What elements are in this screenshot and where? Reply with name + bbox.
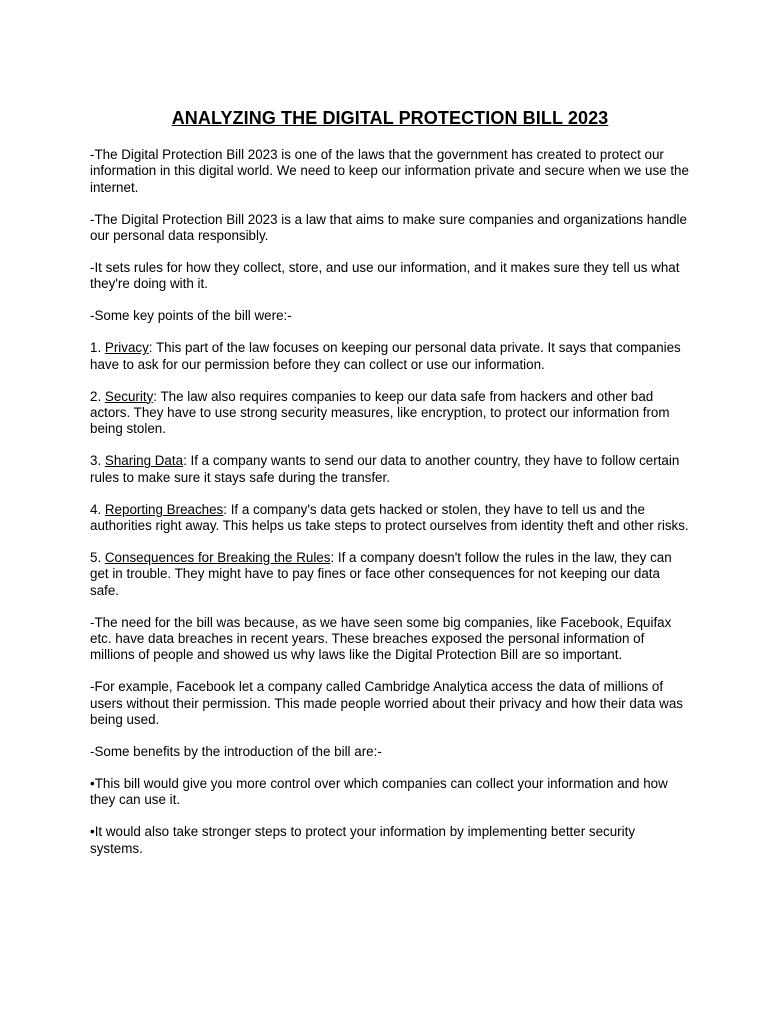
key-points-heading: -Some key points of the bill were:- [90, 308, 292, 324]
intro-paragraph-1: -The Digital Protection Bill 2023 is one of the laws that the government has created to protect our information in this digital world. We need to keep our information private and secure when we use the internet. [90, 147, 689, 195]
key-point-text: : This part of the law focuses on keeping our personal data private. It says that companies have to ask for our permission before they can collect or use our information. [90, 340, 681, 372]
key-point-number: 4. [90, 501, 105, 517]
key-point-term: Consequences for Breaking the Rules [104, 549, 331, 565]
key-point-text: : If a company's data gets hacked or stolen, they have to tell us and the authorities right away. This helps us take steps to protect ourselves from identity theft and other risks. [90, 501, 689, 533]
benefits-heading: -Some benefits by the introduction of the bill are:- [90, 744, 382, 760]
key-point-text: : If a company doesn't follow the rules in the law, they can get in trouble. They might have to pay fines or face other consequences for not keeping our data safe. [90, 549, 672, 598]
key-point-security [90, 389, 690, 438]
key-point-number: 1. [90, 340, 105, 356]
intro-paragraph-3: -It sets rules for how they collect, store, and use our information, and it makes sure they tell us what they're doing with it. [90, 260, 680, 292]
benefit-item-2: •It would also take stronger steps to protect your information by implementing better security systems. [90, 824, 636, 856]
key-point-text: : If a company wants to send our data to another country, they have to follow certain rules to make sure it stays safe during the transfer. [90, 453, 680, 485]
key-point-number: 3. [90, 453, 105, 469]
document-title: ANALYZING THE DIGITAL PROTECTION BILL 2023 [171, 108, 609, 128]
key-point-term: Privacy [104, 340, 149, 356]
key-point-number: 2. [90, 388, 105, 404]
key-point-term: Reporting Breaches [104, 501, 224, 517]
key-point-term: Sharing Data [104, 453, 184, 469]
document-page [90, 106, 690, 873]
benefit-item-1: •This bill would give you more control over which companies can collect your information and how they can use it. [90, 775, 668, 808]
key-point-number: 5. [90, 549, 105, 565]
context-paragraph-2: -For example, Facebook let a company called Cambridge Analytica access the data of millions of users without their permission. This made people worried about their privacy and how their data was being used. [90, 679, 683, 728]
key-point-privacy [90, 340, 690, 373]
key-point-term: Security [104, 388, 154, 404]
intro-paragraph-2: -The Digital Protection Bill 2023 is a law that aims to make sure companies and organizations handle our personal data responsibly. [90, 211, 687, 244]
context-paragraph-1: -The need for the bill was because, as we have seen some big companies, like Facebook, Equifax etc. have data breaches in recent years. These breaches exposed the personal information of millions of people and showed us why laws like the Digital Protection Bill are so important. [90, 614, 672, 663]
key-point-reporting-breaches [90, 502, 690, 535]
key-point-sharing-data [90, 453, 690, 486]
key-point-text: : The law also requires companies to keep our data safe from hackers and other bad actors. They have to use strong security measures, like encryption, to protect our information from being stolen. [90, 388, 670, 437]
key-point-consequences [90, 550, 690, 599]
